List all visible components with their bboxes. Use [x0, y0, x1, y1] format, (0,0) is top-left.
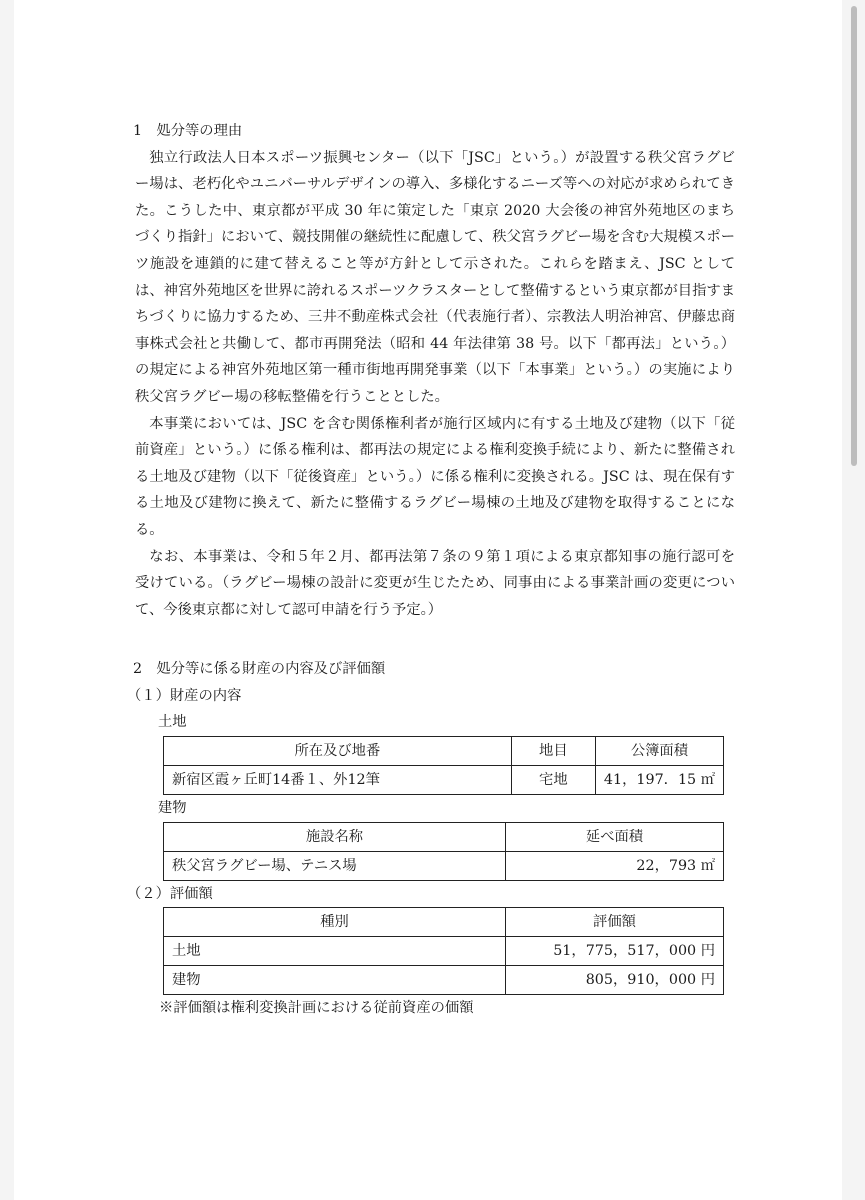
valuation-note: ※評価額は権利変換計画における従前資産の価額 — [159, 1000, 474, 1017]
table-row — [164, 937, 724, 966]
section1-body — [135, 145, 735, 624]
table-cell: 805，910，000 円 — [506, 966, 724, 995]
subsection-valuation: （２）評価額 — [127, 885, 213, 902]
land-table — [163, 736, 724, 795]
subsection-property-contents: （１）財産の内容 — [127, 687, 242, 704]
table-cell: 土地 — [164, 937, 506, 966]
document-content — [127, 118, 735, 1022]
column-header: 地目 — [511, 737, 595, 766]
table-row — [164, 966, 724, 995]
valuation-table — [163, 907, 724, 995]
table-cell: 宅地 — [511, 766, 595, 795]
paragraph: 独立行政法人日本スポーツ振興センター（以下「JSC」という。）が設置する秩父宮ラグビー場は、老朽化やユニバーサルデザインの導入、多様化するニーズ等への対応が求められてきた。こうした中、東京都が平成 30 年に策定した「東京 2020 大会後の神宮外苑地区のまちづくり指針」において、競技開催の継続性に配慮して、秩父宮ラグビー場を含む大規模スポーツ施設を連鎖的に建て替えること等が方針として示された。これらを踏まえ、JSC としては、神宮外苑地区を世界に誇れるスポーツクラスターとして整備するという東京都が目指すまちづくりに協力するため、三井不動産株式会社（代表施行者）、宗教法人明治神宮、伊藤忠商事株式会社と共働して、都市再開発法（昭和 44 年法律第 38 号。以下「都再法」という。）の規定による神宮外苑地区第一種市街地再開発事業（以下「本事業」という。）の実施により秩父宮ラグビー場の移転整備を行うこととした。 — [135, 149, 735, 405]
scrollbar[interactable] — [851, 6, 857, 466]
land-label: 土地 — [158, 714, 187, 731]
table-row — [164, 766, 724, 795]
paragraph: なお、本事業は、令和５年２月、都再法第７条の９第１項による東京都知事の施行認可を受けている。（ラグビー場棟の設計に変更が生じたため、同事由による事業計画の変更について、今後東京都に対して認可申請を行う予定。） — [135, 548, 735, 618]
building-label: 建物 — [158, 800, 187, 817]
column-header: 施設名称 — [164, 822, 506, 851]
table-cell: 51，775，517，000 円 — [506, 937, 724, 966]
section2-heading: 2 処分等に係る財産の内容及び評価額 — [133, 661, 386, 678]
column-header: 評価額 — [506, 908, 724, 937]
building-table — [163, 822, 724, 881]
column-header: 所在及び地番 — [164, 737, 512, 766]
column-header: 公簿面積 — [595, 737, 723, 766]
table-header-row — [164, 908, 724, 937]
section1-heading: 1 処分等の理由 — [133, 123, 243, 139]
table-header-row — [164, 737, 724, 766]
column-header: 種別 — [164, 908, 506, 937]
column-header: 延べ面積 — [506, 822, 724, 851]
table-cell: 秩父宮ラグビー場、テニス場 — [164, 851, 506, 880]
table-cell: 22，793 ㎡ — [506, 851, 724, 880]
table-cell: 41，197．15 ㎡ — [595, 766, 723, 795]
table-cell: 新宿区霞ヶ丘町14番１、外12筆 — [164, 766, 512, 795]
table-row — [164, 851, 724, 880]
table-cell: 建物 — [164, 966, 506, 995]
paragraph: 本事業においては、JSC を含む関係権利者が施行区域内に有する土地及び建物（以下「従前資産」という。）に係る権利は、都再法の規定による権利変換手続により、新たに整備される土地及び建物（以下「従後資産」という。）に係る権利に変換される。JSC は、現在保有する土地及び建物に換えて、新たに整備するラグビー場棟の土地及び建物を取得することになる。 — [135, 415, 735, 538]
table-header-row — [164, 822, 724, 851]
